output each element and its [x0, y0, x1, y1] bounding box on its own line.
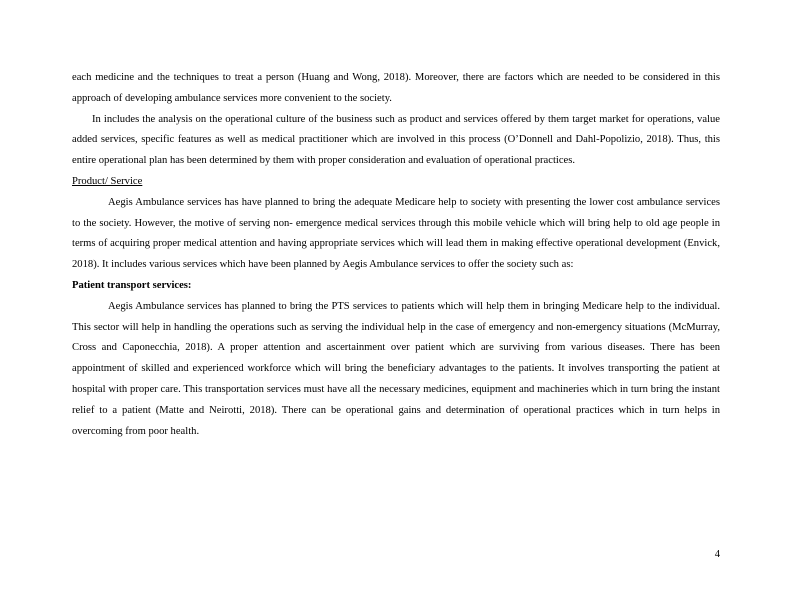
document-body: [72, 68, 720, 442]
paragraph-operational-culture: In includes the analysis on the operational culture of the business such as product and services offered by them target market for operations, value added services, specific features as well as medical practitioner which are involved in this process (O’Donnell and Dahl-Popolizio, 2018). Thus, this entire operational plan has been determined by them with proper consideration and evaluation of operational practices.: [72, 113, 720, 167]
paragraph-product-service: Aegis Ambulance services has have planned to bring the adequate Medicare help to society with presenting the lower cost ambulance services to the society. However, the motive of serving non- emergence medical services through this mobile vehicle which will bring help to old age people in terms of acquiring proper medical attention and having appropriate services which will lead them in making effective operational development (Envick, 2018). It includes various services which have been planned by Aegis Ambulance services to offer the society such as:: [72, 196, 720, 271]
paragraph-continuation: each medicine and the techniques to treat a person (Huang and Wong, 2018). Moreover, there are factors which are needed to be considered in this approach of developing ambulance services more convenient to the society.: [72, 72, 720, 104]
section-heading-product-service: Product/ Service: [72, 175, 143, 187]
page-number: 4: [714, 549, 720, 560]
section-heading-patient-transport: Patient transport services:: [72, 279, 192, 291]
paragraph-patient-transport: Aegis Ambulance services has planned to bring the PTS services to patients which will help them in bringing Medicare help to the individual. This sector will help in handling the operations such as serving the individual help in the case of emergency and non-emergency situations (McMurray, Cross and Caponecchia, 2018). A proper attention and ascertainment over patient which are surviving from various diseases. There has been appointment of skilled and experienced workforce which will bring the beneficiary advantages to the patients. It involves transporting the patient at hospital with proper care. This transportation services must have all the necessary medicines, equipment and machineries which in turn bring the instant relief to a patient (Matte and Neirotti, 2018). There can be operational gains and determination of operational practices which in turn helps in overcoming from poor health.: [72, 300, 720, 437]
